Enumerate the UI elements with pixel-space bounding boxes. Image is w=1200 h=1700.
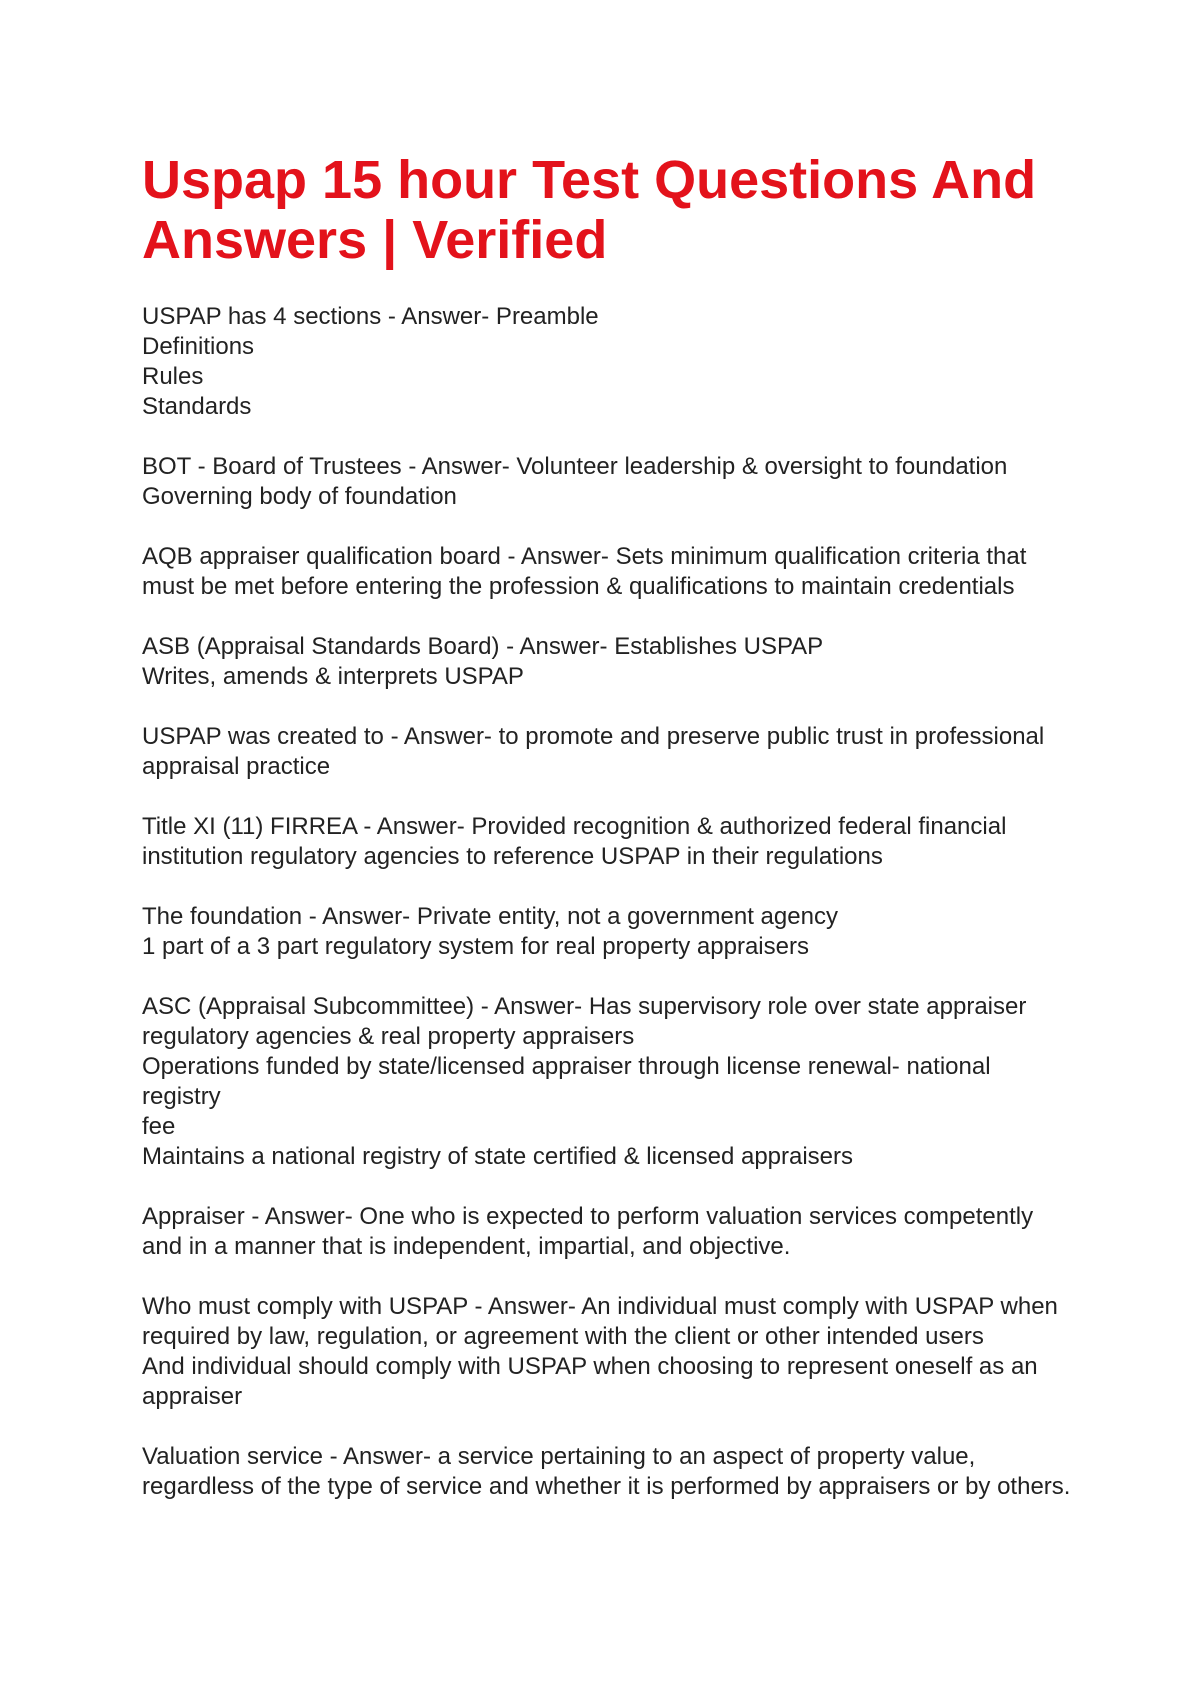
qa-line: Who must comply with USPAP - Answer- An individual must comply with USPAP when	[142, 1293, 1058, 1320]
qa-line: Standards	[142, 393, 252, 420]
qa-line: USPAP has 4 sections - Answer- Preamble	[142, 303, 599, 330]
qa-item	[142, 812, 1072, 872]
qa-item	[142, 1442, 1072, 1502]
qa-line: regulatory agencies & real property appraisers	[142, 1023, 635, 1050]
qa-line: appraiser	[142, 1383, 243, 1410]
qa-line: Writes, amends & interprets USPAP	[142, 663, 524, 690]
qa-item	[142, 992, 1072, 1172]
qa-line: regardless of the type of service and whether it is performed by appraisers or by others.	[142, 1473, 1071, 1500]
qa-line: AQB appraiser qualification board - Answer- Sets minimum qualification criteria that	[142, 543, 1027, 570]
qa-line: Operations funded by state/licensed appraiser through license renewal- national registry	[142, 1053, 991, 1110]
qa-item	[142, 542, 1072, 602]
qa-line: ASC (Appraisal Subcommittee) - Answer- Has supervisory role over state appraiser	[142, 993, 1027, 1020]
qa-item	[142, 1202, 1072, 1262]
title-line: Uspap 15 hour Test Questions And	[142, 150, 1037, 210]
qa-line: Valuation service - Answer- a service pertaining to an aspect of property value,	[142, 1443, 976, 1470]
qa-line: fee	[142, 1113, 176, 1140]
qa-line: And individual should comply with USPAP when choosing to represent oneself as an	[142, 1353, 1038, 1380]
page-title	[142, 150, 1042, 270]
qa-line: Title XI (11) FIRREA - Answer- Provided recognition & authorized federal financial	[142, 813, 1007, 840]
qa-line: Governing body of foundation	[142, 483, 457, 510]
qa-item	[142, 452, 1072, 512]
qa-line: and in a manner that is independent, impartial, and objective.	[142, 1233, 791, 1260]
qa-list	[142, 302, 1072, 1532]
title-line: Answers | Verified	[142, 210, 608, 270]
qa-line: USPAP was created to - Answer- to promote and preserve public trust in professional	[142, 723, 1045, 750]
qa-item	[142, 1292, 1072, 1412]
qa-line: Rules	[142, 363, 204, 390]
qa-line: The foundation - Answer- Private entity, not a government agency	[142, 903, 838, 930]
qa-line: ASB (Appraisal Standards Board) - Answer- Establishes USPAP	[142, 633, 824, 660]
qa-item	[142, 722, 1072, 782]
qa-line: Appraiser - Answer- One who is expected to perform valuation services competently	[142, 1203, 1034, 1230]
qa-item	[142, 632, 1072, 692]
qa-line: appraisal practice	[142, 753, 331, 780]
qa-line: 1 part of a 3 part regulatory system for real property appraisers	[142, 933, 809, 960]
qa-line: required by law, regulation, or agreement with the client or other intended users	[142, 1323, 984, 1350]
qa-line: institution regulatory agencies to reference USPAP in their regulations	[142, 843, 883, 870]
qa-item	[142, 902, 1072, 962]
qa-line: must be met before entering the profession & qualifications to maintain credentials	[142, 573, 1015, 600]
qa-line: Definitions	[142, 333, 255, 360]
qa-line: BOT - Board of Trustees - Answer- Volunteer leadership & oversight to foundation	[142, 453, 1008, 480]
qa-line: Maintains a national registry of state certified & licensed appraisers	[142, 1143, 854, 1170]
qa-item	[142, 302, 1072, 422]
